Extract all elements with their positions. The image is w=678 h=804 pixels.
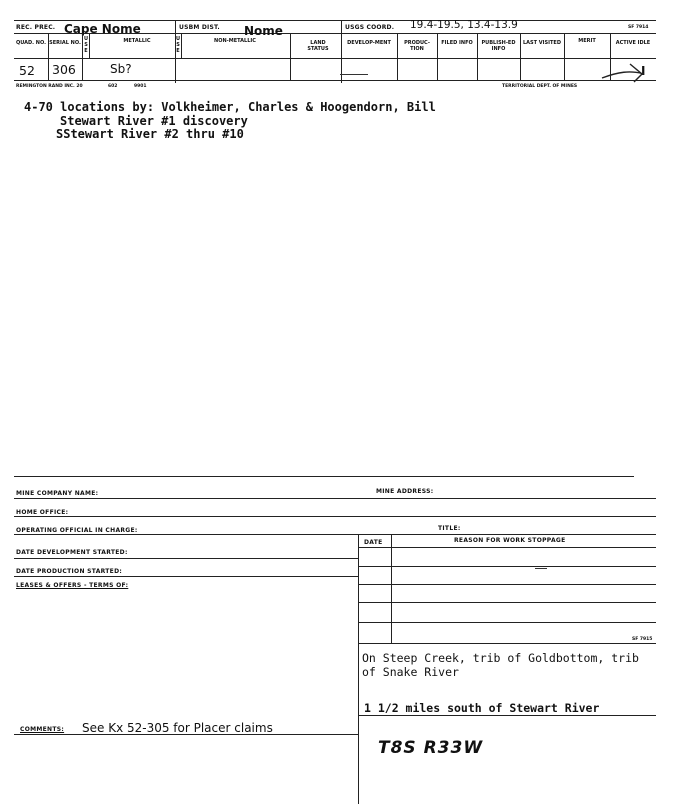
location-line-1: On Steep Creek, trib of Goldbottom, trib (362, 651, 639, 665)
stoppage-row-5 (358, 643, 656, 644)
reason-col-label: REASON FOR WORK STOPPAGE (454, 537, 566, 544)
usgs-coord-value: 19.4-19.5, 13.4-13.9 (410, 19, 518, 31)
col-non-metallic: NON-METALLIC (214, 38, 256, 44)
checkmark-icon (600, 60, 656, 84)
line-operating (14, 534, 656, 535)
comments-label: COMMENTS: (20, 726, 65, 733)
code-2: 9901 (134, 84, 147, 89)
comments-value: See Kx 52-305 for Placer claims (82, 721, 273, 735)
mine-address-label: MINE ADDRESS: (376, 488, 434, 495)
header-row2-bottom (14, 58, 656, 59)
line-date-dev (14, 558, 358, 559)
col-active-idle: ACTIVE IDLE (615, 40, 651, 46)
col-serial-no: SERIAL NO. (49, 40, 81, 46)
lower-top-line (14, 476, 634, 477)
note-line-3: SStewart River #2 thru #10 (56, 127, 244, 141)
lower-form-number: SF 7915 (632, 637, 653, 642)
col-quad-no: QUAD. NO. (15, 40, 47, 46)
col-merit: MERIT (578, 38, 596, 44)
col-filed-info: FILED INFO (441, 40, 473, 46)
col-use1: U S E (83, 36, 89, 54)
quad-no-value: 52 (19, 63, 35, 78)
usbm-dist-label: USBM DIST. (179, 24, 220, 31)
line-company (14, 498, 656, 499)
handwritten-township: T8S R33W (378, 738, 484, 758)
stoppage-left-line (358, 534, 359, 644)
operating-official-label: OPERATING OFFICIAL IN CHARGE: (16, 527, 138, 534)
line-comments (14, 734, 358, 735)
territorial-dept: TERRITORIAL DEPT. OF MINES (502, 84, 578, 89)
col-line-nonmet (290, 33, 291, 80)
usbm-dist-value: Nome (244, 24, 283, 38)
line-date-prod (14, 576, 358, 577)
active-idle-value: I (641, 64, 646, 78)
col-metallic: METALLIC (123, 38, 151, 44)
stoppage-row-4 (358, 622, 656, 623)
usgs-coord-label: USGS COORD. (345, 24, 395, 31)
col-development: DEVELOP-MENT (347, 40, 391, 46)
code-1: 602 (108, 84, 118, 89)
location-left-line (358, 644, 359, 804)
top-border (14, 20, 656, 21)
note-line-1: 4-70 locations by: Volkheimer, Charles & Hoogendorn, Bill (24, 100, 436, 114)
mine-company-name-label: MINE COMPANY NAME: (16, 490, 99, 497)
col-land-status: LAND STATUS (307, 40, 329, 52)
col-line-use1 (89, 33, 90, 58)
stoppage-row-1 (358, 566, 656, 567)
location-line-2: of Snake River (362, 665, 459, 679)
col-production: PRODUC-TION (404, 40, 430, 52)
form-number: SF 7914 (628, 25, 649, 30)
col-last-visited: LAST VISITED (523, 40, 561, 46)
col-line-filed (477, 33, 478, 80)
date-production-label: DATE PRODUCTION STARTED: (16, 568, 123, 575)
date-col-label: DATE (364, 539, 383, 546)
leases-label: LEASES & OFFERS - TERMS OF: (16, 582, 129, 589)
col-use2: U S E (175, 36, 181, 54)
serial-no-value: 306 (52, 62, 76, 77)
location-line-3: 1 1/2 miles south of Stewart River (364, 701, 600, 715)
col-line-develop (397, 33, 398, 80)
data-row-bottom (14, 80, 656, 81)
col-line-use2 (181, 33, 182, 58)
stoppage-header-bottom (358, 547, 656, 548)
stoppage-dash (535, 568, 547, 569)
note-line-2: Stewart River #1 discovery (60, 114, 248, 128)
line-location-divider (358, 715, 656, 716)
line-home-office (14, 516, 656, 517)
printer-text: REMINGTON RAND INC. 20 (16, 84, 83, 89)
col-line-produc (437, 33, 438, 80)
stoppage-date-line (391, 534, 392, 644)
rec-prec-label: REC. PREC. (16, 24, 56, 31)
home-office-label: HOME OFFICE: (16, 509, 69, 516)
col-line-publish (520, 33, 521, 80)
title-label: TITLE: (438, 525, 461, 532)
rec-prec-value: Cape Nome (64, 22, 141, 36)
metallic-value: Sb? (110, 62, 132, 76)
col-published-info: PUBLISH-ED INFO (481, 40, 516, 52)
col-line-visited (564, 33, 565, 80)
date-development-label: DATE DEVELOPMENT STARTED: (16, 549, 128, 556)
stoppage-row-2 (358, 584, 656, 585)
develop-dash (340, 74, 368, 75)
stoppage-row-3 (358, 602, 656, 603)
